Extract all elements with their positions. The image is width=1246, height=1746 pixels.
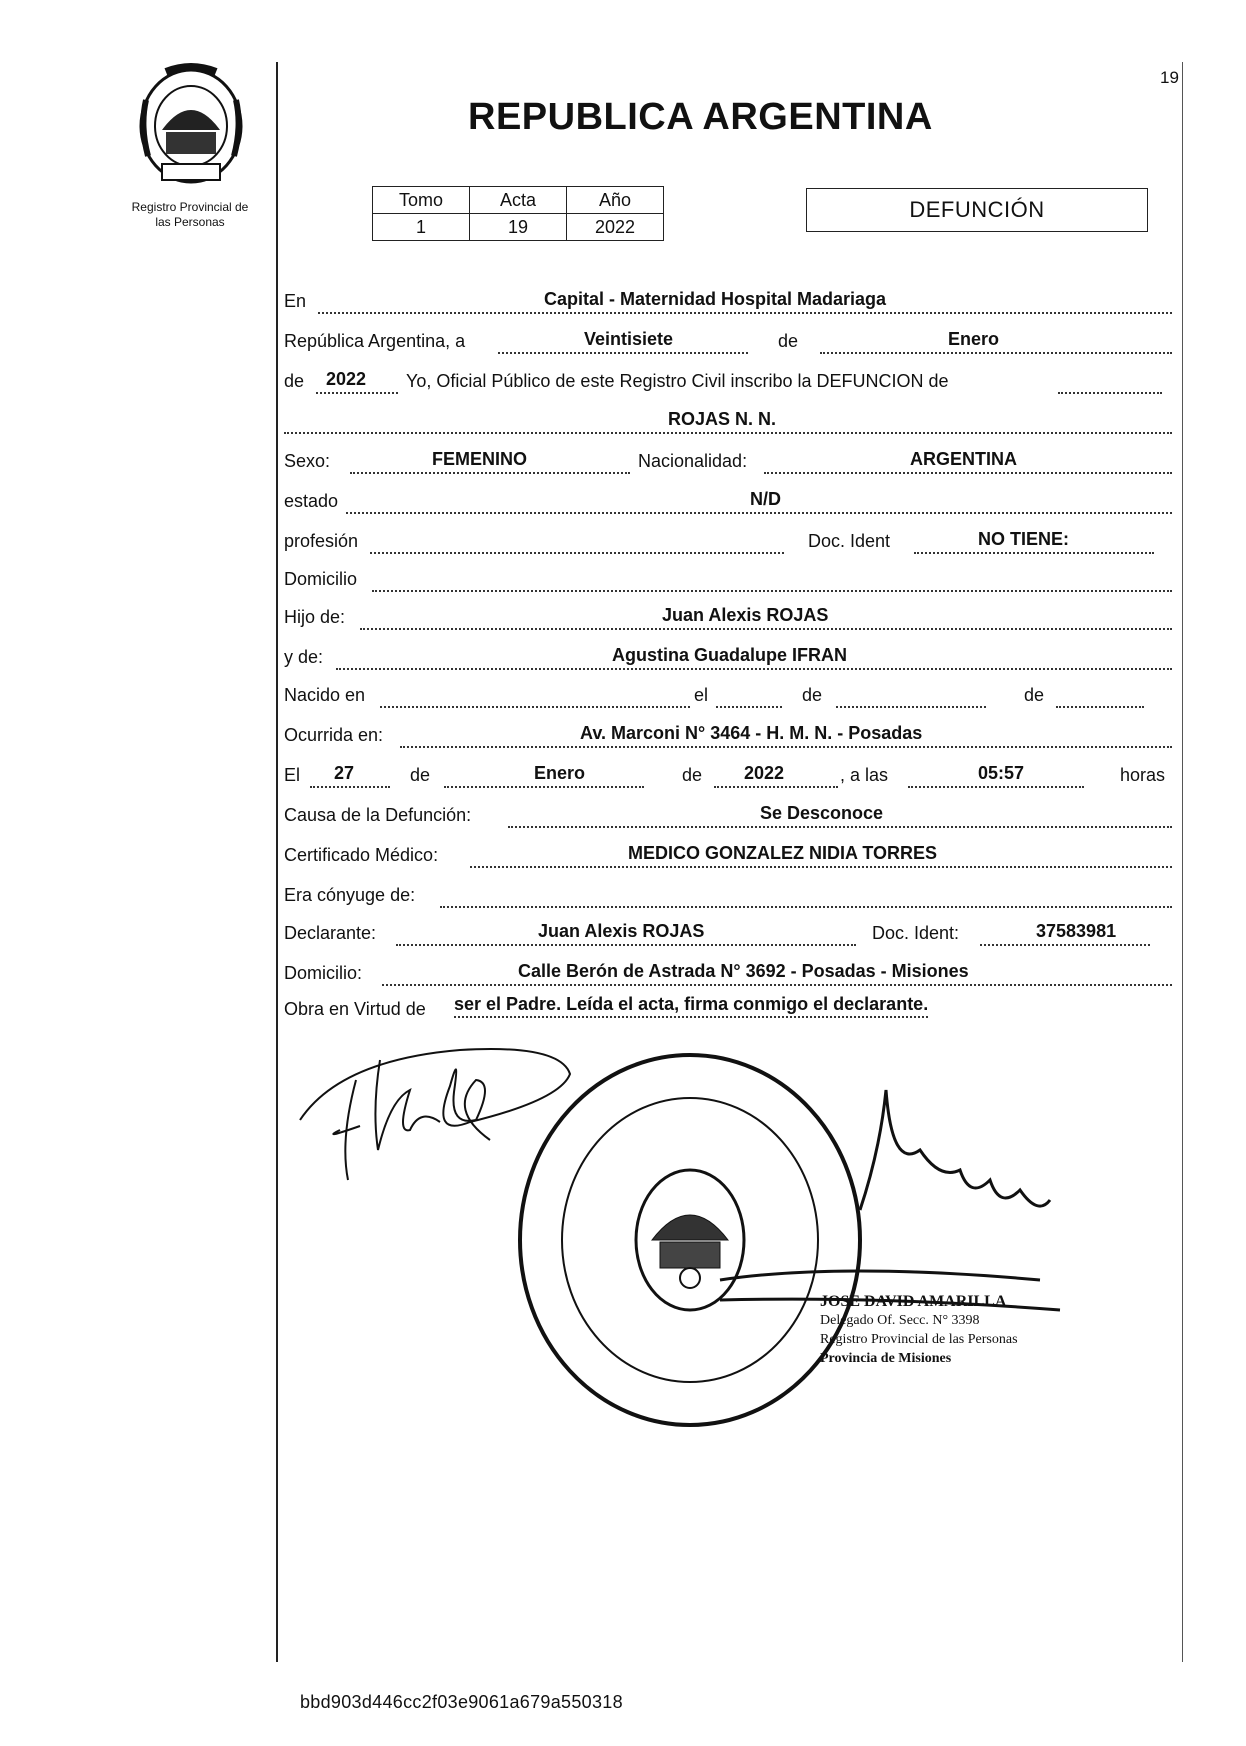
row-declarante <box>284 910 1172 948</box>
tomo-label: Tomo <box>373 187 470 214</box>
row-nacido <box>284 672 1172 710</box>
declarante-value: Juan Alexis ROJAS <box>538 921 705 941</box>
page-number: 19 <box>1160 68 1179 87</box>
row-hora <box>284 752 1172 790</box>
de2-label: de <box>284 371 305 391</box>
yo-text: Yo, Oficial Público de este Registro Civil inscribo la DEFUNCION de <box>406 371 949 391</box>
row-madre <box>284 634 1172 672</box>
domicilio-label: Domicilio <box>284 569 358 589</box>
row-domicilio-declarante <box>284 950 1172 988</box>
official-registry: Registro Provincial de las Personas <box>820 1332 1018 1347</box>
alas-label: , a las <box>840 765 889 785</box>
row-estado <box>284 478 1172 516</box>
ocurrida-value: Av. Marconi N° 3464 - H. M. N. - Posadas <box>580 723 923 743</box>
lugar-value: Capital - Maternidad Hospital Madariaga <box>544 289 887 309</box>
tomo-value: 1 <box>373 214 470 241</box>
registry-name: Registro Provincial de las Personas <box>131 200 249 229</box>
acta-label: Acta <box>470 187 567 214</box>
hijo-label: Hijo de: <box>284 607 346 627</box>
doc2-value: 37583981 <box>1036 921 1117 941</box>
document-hash: bbd903d446cc2f03e9061a679a550318 <box>300 1692 623 1712</box>
official-province: Provincia de Misiones <box>820 1351 952 1366</box>
hora-value: 05:57 <box>978 763 1025 783</box>
acta-value: 19 <box>470 214 567 241</box>
yde-label: y de: <box>284 647 324 667</box>
certificado-label: Certificado Médico: <box>284 845 439 865</box>
sexo-label: Sexo: <box>284 451 331 471</box>
domicilio2-value: Calle Berón de Astrada N° 3692 - Posadas - Misiones <box>518 961 969 981</box>
page-title: REPUBLICA ARGENTINA <box>468 96 933 138</box>
row-inscripcion <box>284 358 1172 396</box>
nacionalidad-value: ARGENTINA <box>910 449 1017 469</box>
nombre-value: ROJAS N. N. <box>668 409 777 429</box>
de3-label: de <box>802 685 823 705</box>
signatures-and-seal <box>280 1030 1180 1430</box>
document-type-box: DEFUNCIÓN <box>806 188 1148 232</box>
de5-label: de <box>410 765 431 785</box>
causa-label: Causa de la Defunción: <box>284 805 472 825</box>
estado-label: estado <box>284 491 339 511</box>
right-margin-rule <box>1182 62 1183 1662</box>
row-certificado <box>284 832 1172 870</box>
doc2-label: Doc. Ident: <box>872 923 960 943</box>
row-causa <box>284 792 1172 830</box>
doc-label: Doc. Ident <box>808 531 891 551</box>
registry-seal-icon <box>520 1055 860 1425</box>
nacionalidad-label: Nacionalidad: <box>638 451 748 471</box>
row-ocurrida <box>284 712 1172 750</box>
row-conyuge <box>284 872 1172 910</box>
left-margin-rule <box>276 62 278 1662</box>
official-role: Delegado Of. Secc. N° 3398 <box>820 1313 980 1328</box>
conyuge-label: Era cónyuge de: <box>284 885 416 905</box>
de4-label: de <box>1024 685 1045 705</box>
anio-label: Año <box>567 187 664 214</box>
estado-value: N/D <box>750 489 781 509</box>
anio2-value: 2022 <box>744 763 785 783</box>
el2-label: El <box>284 765 301 785</box>
declarante-label: Declarante: <box>284 923 377 943</box>
anio-value-text: 2022 <box>326 369 367 389</box>
doc-value: NO TIENE: <box>978 529 1070 549</box>
padre-value: Juan Alexis ROJAS <box>662 605 829 625</box>
row-profesion <box>284 518 1172 556</box>
official-signature-icon <box>720 1090 1060 1310</box>
row-obra <box>284 986 1172 1024</box>
de6-label: de <box>682 765 703 785</box>
row-lugar <box>284 278 1172 316</box>
row-padre <box>284 594 1172 632</box>
causa-value: Se Desconoce <box>760 803 884 823</box>
el-label: el <box>694 685 709 705</box>
official-name: JOSE DAVID AMARILLA <box>820 1293 1007 1310</box>
republica-label: República Argentina, a <box>284 331 466 351</box>
dia-texto-value: Veintisiete <box>584 329 674 349</box>
certificado-value: MEDICO GONZALEZ NIDIA TORRES <box>628 843 938 863</box>
official-stamp <box>820 1292 1018 1368</box>
declarant-signature-icon <box>300 1049 570 1180</box>
row-sexo <box>284 438 1172 476</box>
row-domicilio <box>284 556 1172 594</box>
row-nombre <box>284 398 1172 436</box>
horas-label: horas <box>1120 765 1166 785</box>
provincial-crest-icon <box>132 60 250 190</box>
profesion-label: profesión <box>284 531 359 551</box>
de-label: de <box>778 331 799 351</box>
ocurrida-label: Ocurrida en: <box>284 725 384 745</box>
mes-value: Enero <box>948 329 1000 349</box>
en-label: En <box>284 291 307 311</box>
obra-value: ser el Padre. Leída el acta, firma conmigo el declarante. <box>454 994 928 1018</box>
domicilio2-label: Domicilio: <box>284 963 363 983</box>
sexo-value: FEMENINO <box>432 449 528 469</box>
nacido-label: Nacido en <box>284 685 366 705</box>
anio-value: 2022 <box>567 214 664 241</box>
madre-value: Agustina Guadalupe IFRAN <box>612 645 848 665</box>
dia-num-value: 27 <box>334 763 355 783</box>
mes2-value: Enero <box>534 763 586 783</box>
row-fecha <box>284 318 1172 356</box>
reference-table <box>372 186 664 241</box>
obra-label: Obra en Virtud de <box>284 999 426 1019</box>
